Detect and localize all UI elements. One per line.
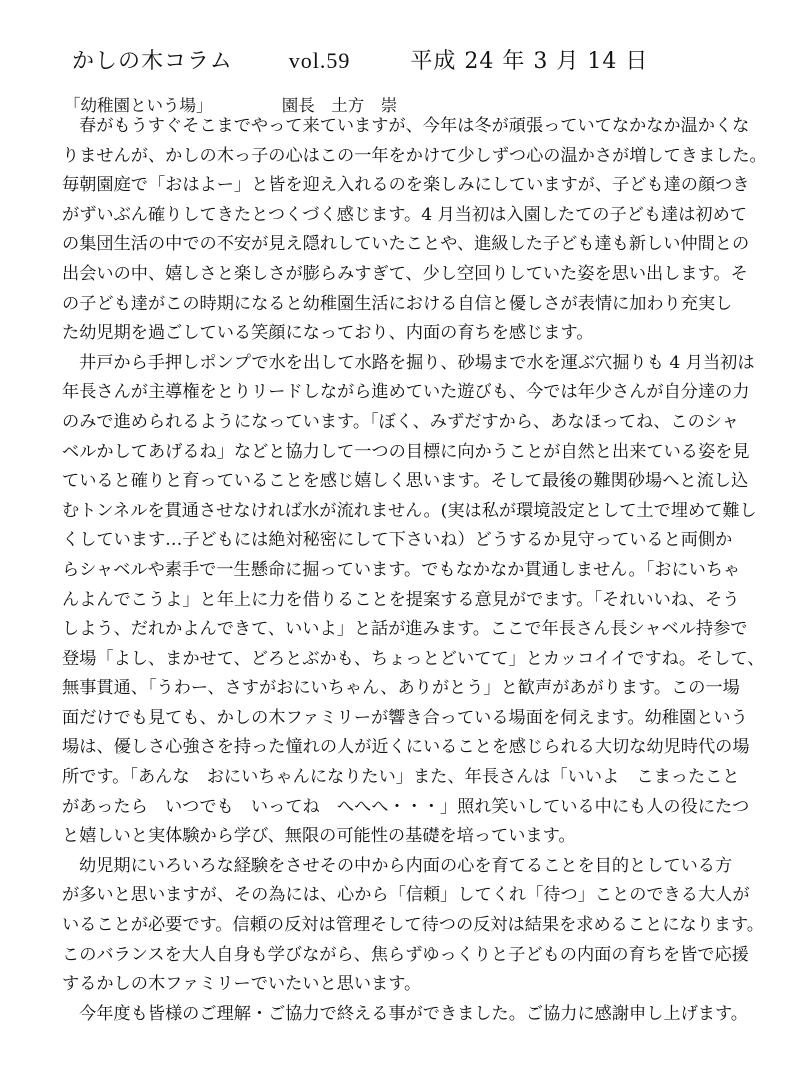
body-line: 面だけでも見ても、かしの木ファミリーが響き合っている場面を伺えます。幼稚園という — [62, 707, 748, 728]
body-line: しよう、だれかよんできて、いいよ」と話が進みます。ここで年長さん長シャベル持参で — [62, 619, 748, 640]
body-line: と嬉しいと実体験から学び、無限の可能性の基礎を培っています。 — [62, 826, 576, 847]
body-line: 年長さんが主導権をとりリードしながら進めていた遊びも、今では年少さんが自分達の力 — [62, 382, 750, 403]
body-line: くしています…子どもには絶対秘密にして下さいね）どうするか見守っていると両側か — [62, 530, 733, 551]
body-line: らシャベルや素手で一生懸命に掘っています。でもなかなか貫通しません。「おにいちゃ — [62, 559, 741, 580]
column-series-title: かしの木コラム — [72, 49, 233, 74]
body-line: の子ども達がこの時期になると幼稚園生活における自信と優しさが表情に加わり充実し — [62, 293, 733, 314]
body-line: 無事貫通、「うわー、さすがおにいちゃん、ありがとう」と歓声があがります。この一場 — [62, 678, 740, 699]
body-line: ていると確りと育っていることを感じ嬉しく思います。そして最後の難関砂場へと流し込 — [62, 471, 749, 492]
body-line: 幼児期にいろいろな経験をさせその中から内面の心を育てることを目的としている方 — [79, 855, 733, 876]
body-line: するかしの木ファミリーでいたいと思います。 — [62, 974, 422, 995]
body-line: むトンネルを貫通させなければ水が流れません。(実は私が環境設定として土で埋めて難し — [62, 500, 757, 521]
body-line: 場は、優しさ心強さを持った憧れの人が近くにいることを感じられる大切な幼児時代の場 — [62, 737, 750, 758]
body-line: んよんでこうよ」と年上に力を借りることを提案する意見がでます。「それいいね、そう — [62, 589, 740, 610]
body-line: いることが必要です。信頼の反対は管理そして待つの反対は結果を求めることになります。 — [62, 915, 764, 936]
body-line: の集団生活の中での不安が見え隠れしていたことや、進級した子ども達も新しい仲間との — [62, 234, 750, 255]
body-line: のみで進められるようになっています。「ぼく、みずだすから、あなほってね、このシャ — [62, 411, 739, 432]
body-line: 春がもうすぐそこまでやって来ていますが、今年は冬が頑張っていてなかなか温かくな — [79, 116, 750, 136]
body-line: 所です。「あんな おにいちゃんになりたい」また、年長さんは「いいよ こまったこと — [62, 767, 740, 788]
body-line: 登場「よし、まかせて、どろとぶかも、ちょっとどいてて」とカッコイイですね。そして、 — [62, 648, 765, 669]
body-line: りませんが、かしの木っ子の心はこの一年をかけて少しずつ心の温かさが増してきました。 — [62, 145, 767, 166]
article-body — [62, 112, 772, 1029]
body-line: このバランスを大人自身も学びながら、焦らずゆっくりと子どもの内面の育ちを皆で応援 — [62, 944, 749, 965]
article-author: 園長 土方 崇 — [281, 96, 398, 115]
article-title: 「幼稚園という場」 — [64, 96, 213, 115]
column-header — [72, 44, 648, 75]
body-line: 毎朝園庭で「おはよー」と皆を迎え入れるのを楽しみにしていますが、子ども達の顔つき — [62, 175, 750, 196]
volume-number: vol.59 — [288, 48, 351, 73]
body-line: た幼児期を過ごしている笑顔になっており、内面の育ちを感じます。 — [62, 323, 594, 344]
body-line: 井戸から手押しポンプで水を出して水路を掘り、砂場まで水を運ぶ穴掘りも 4 月当初は — [79, 352, 755, 373]
body-line: があったら いつでも いってね へへへ・・・」照れ笑いしている中にも人の役にたつ — [62, 796, 750, 817]
body-line: がずいぶん確りしてきたとつくづく感じます。4 月当初は入園したての子ども達は初めて — [62, 204, 747, 225]
body-line: ベルかしてあげるね」などと協力して一つの目標に向かうことが自然と出来ている姿を見 — [62, 441, 750, 462]
body-line: 今年度も皆様のご理解・ご協力で終える事ができました。ご協力に感謝申し上げます。 — [79, 1003, 748, 1024]
body-line: 出会いの中、嬉しさと楽しさが膨らみすぎて、少し空回りしていた姿を思い出します。そ — [62, 263, 748, 284]
issue-date: 平成 24 年 3 月 14 日 — [410, 49, 649, 74]
body-line: が多いと思いますが、その為には、心から「信頼」してくれ「待つ」ことのできる大人が — [62, 885, 750, 906]
